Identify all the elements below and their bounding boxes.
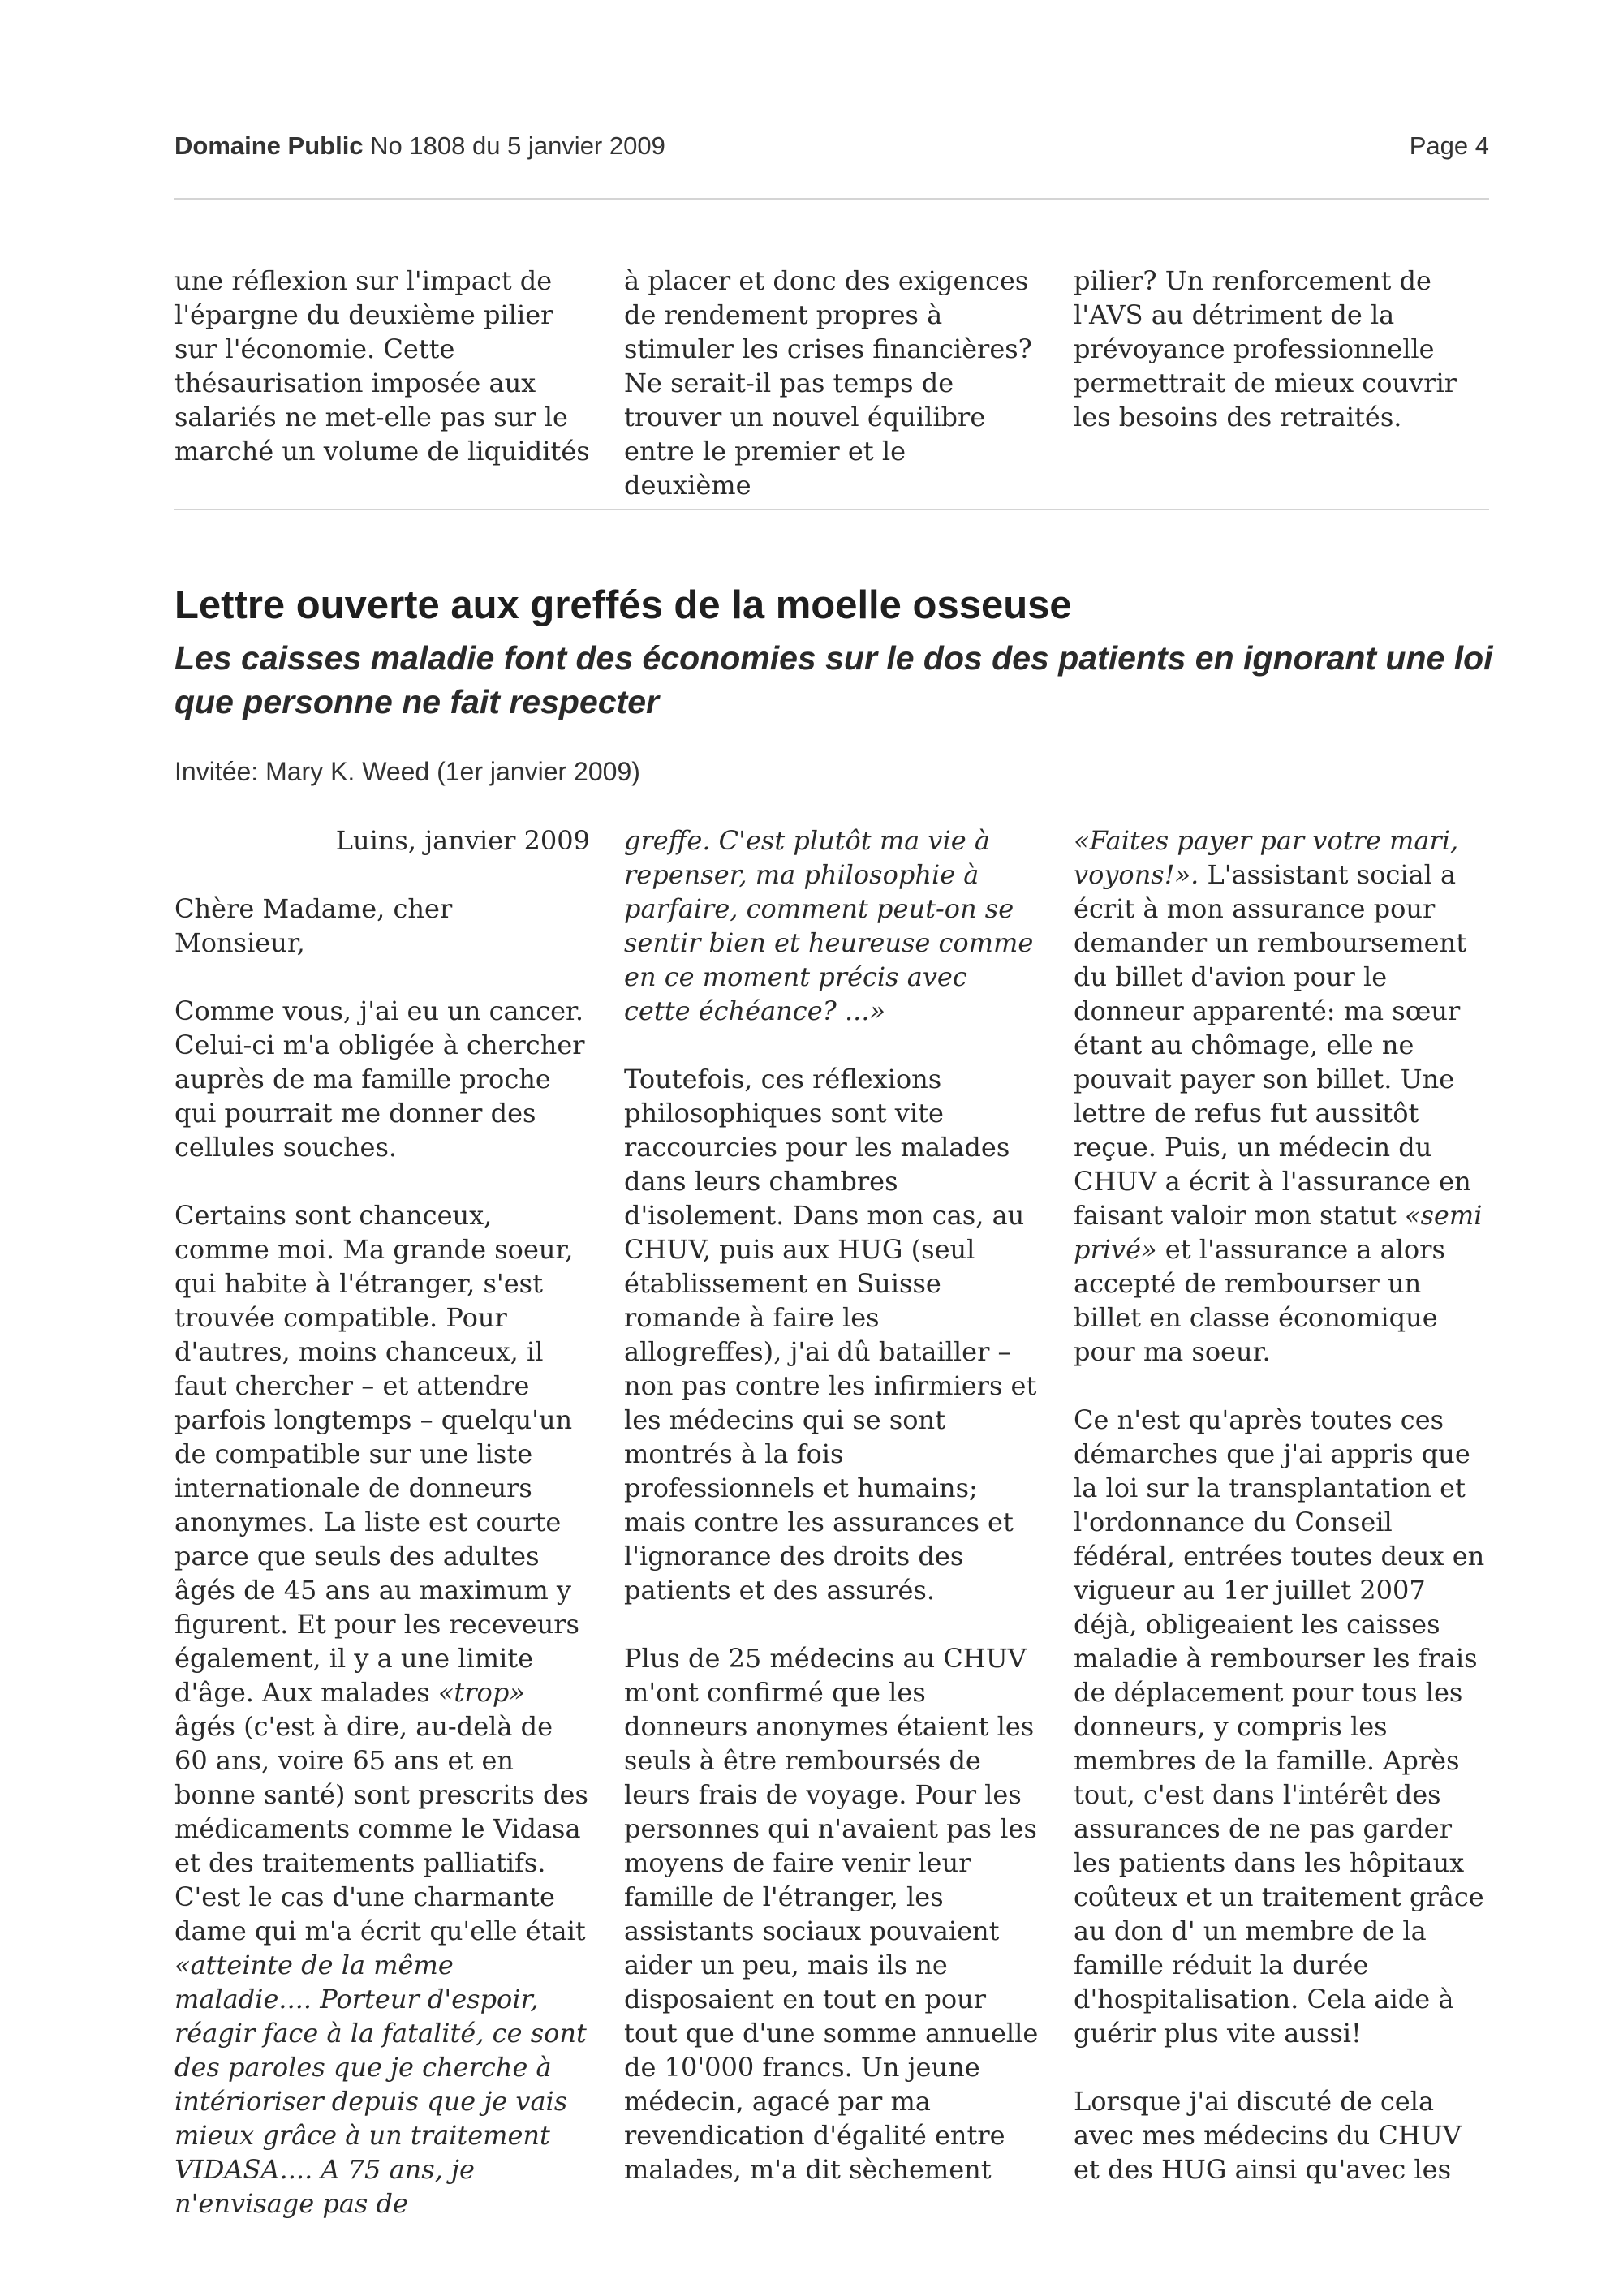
article-column-1 — [174, 823, 590, 2221]
article-column-3 — [1074, 823, 1489, 2221]
quotation: greffe. C'est plutôt ma vie à repenser, ma philosophie à parfaire, comment peut-on se sentir bien et heureuse comme en ce moment précis avec cette échéance? ...» — [624, 825, 1034, 1026]
article-byline: Invitée: Mary K. Weed (1er janvier 2009) — [174, 757, 640, 786]
paragraph: Plus de 25 médecins au CHUV m'ont confirmé que les donneurs anonymes étaient les seuls à être remboursés de leurs frais de voyage. Pour les personnes qui n'avaient pas les moyens de faire venir leur famille de l'étranger, les assistants sociaux pouvaient aider un peu, mais ils ne disposaient en tout en pour tout que d'une somme annuelle de 10'000 francs. Un jeune médecin, agacé par ma revendication d'égalité entre malades, m'a dit sèchement — [624, 1643, 1039, 2185]
paragraph — [624, 823, 1040, 1028]
paragraph: pilier? Un renforcement de l'AVS au détriment de la prévoyance professionnelle permettrait de mieux couvrir les besoins des retraités. — [1074, 265, 1457, 432]
paragraph: Ce n'est qu'après toutes ces démarches que j'ai appris que la loi sur la transplantation et l'ordonnance du Conseil fédéral, entrées toutes deux en vigueur au 1er juillet 2007 déjà, obligeaient les caisses maladie à rembourser les frais de déplacement pour tous les donneurs, y compris les membres de la famille. Après tout, c'est dans l'intérêt des assurances de ne pas garder les patients dans les hôpitaux coûteux et un traitement grâce au don d' un membre de la famille réduit la durée d'hospitalisation. Cela aide à guérir plus vite aussi! — [1074, 1404, 1485, 2049]
page-number: Page 4 — [1409, 131, 1489, 160]
quotation: «Faites payer par votre mari, voyons!». — [1074, 825, 1459, 890]
publication-name: Domaine Public — [174, 131, 364, 160]
emphasis: «semi privé» — [1074, 1200, 1483, 1265]
previous-article-column-2 — [624, 264, 1040, 502]
emphasis: «trop» — [437, 1677, 525, 1708]
paragraph: Comme vous, j'ai eu un cancer. Celui-ci m'a obligée à chercher auprès de ma famille proche qui pourrait me donner des cellules souches. — [174, 995, 585, 1163]
issue-info: No 1808 du 5 janvier 2009 — [370, 131, 665, 160]
paragraph: Toutefois, ces réflexions philosophiques sont vite raccourcies pour les malades dans leurs chambres d'isolement. Dans mon cas, au CHUV, puis aux HUG (seul établissement en Suisse romande à faire les allogreffes), j'ai dû batailler – non pas contre les infirmiers et les médecins qui se sont montrés à la fois professionnels et humains; mais contre les assurances et l'ignorance des droits des patients et des assurés. — [624, 1064, 1037, 1606]
page-header — [174, 131, 1489, 172]
quotation: «atteinte de la même maladie.... Porteur d'espoir, réagir face à la fatalité, ce sont des paroles que je cherche à intérioriser depuis que je vais mieux grâce à un traitement VIDASA.... A 75 ans, je n'envisage pas de — [174, 1950, 587, 2219]
paragraph — [174, 1198, 590, 2221]
article-divider — [174, 509, 1489, 510]
paragraph: à placer et donc des exigences de rendement propres à stimuler les crises financières? Ne serait-il pas temps de trouver un nouvel équilibre entre le premier et le deuxième — [624, 265, 1032, 501]
header-divider — [174, 198, 1489, 200]
letter-date: Luins, janvier 2009 — [335, 825, 590, 856]
letter-salutation: Chère Madame, cher Monsieur, — [174, 893, 453, 958]
previous-article-column-1 — [174, 264, 590, 502]
paragraph: Lorsque j'ai discuté de cela avec mes médecins du CHUV et des HUG ainsi qu'avec les — [1074, 2086, 1462, 2185]
previous-article-column-3 — [1074, 264, 1489, 502]
previous-article-columns — [174, 264, 1489, 502]
text-run: L'assistant social a écrit à mon assurance pour demander un remboursement du billet d'avion pour le donneur apparenté: ma sœur étant au chômage, elle ne pouvait payer son billet. Une lettre de refus fut aussitôt reçue. Puis, un médecin du CHUV a écrit à l'assurance en faisant valoir mon statut — [1074, 859, 1471, 1231]
paragraph: une réflexion sur l'impact de l'épargne du deuxième pilier sur l'économie. Cette thésaurisation imposée aux salariés ne met-elle pas sur le marché un volume de liquidités — [174, 265, 590, 467]
article-columns — [174, 823, 1489, 2221]
text-run: âgés (c'est à dire, au-delà de 60 ans, voire 65 ans et en bonne santé) sont prescrits des médicaments comme le Vidasa et des traitements palliatifs. C'est le cas d'une charmante dame qui m'a écrit qu'elle était — [174, 1711, 588, 1946]
article-title: Lettre ouverte aux greffés de la moelle osseuse — [174, 583, 1072, 627]
article-subtitle: Les caisses maladie font des économies sur le dos des patients en ignorant une loi que personne ne fait respecter — [174, 639, 1493, 720]
article-column-2 — [624, 823, 1040, 2221]
text-run: Certains sont chanceux, comme moi. Ma grande soeur, qui habite à l'étranger, s'est trouvée compatible. Pour d'autres, moins chanceux, il faut chercher – et attendre parfois longtemps – quelqu'un de compatible sur une liste internationale de donneurs anonymes. La liste est courte parce que seuls des adultes âgés de 45 ans au maximum y figurent. Et pour les receveurs également, il y a une limite d'âge. Aux malades — [174, 1200, 579, 1708]
text-run: et l'assurance a alors accepté de rembourser un billet en classe économique pour ma soeur. — [1074, 1234, 1445, 1367]
paragraph — [1074, 823, 1489, 1369]
